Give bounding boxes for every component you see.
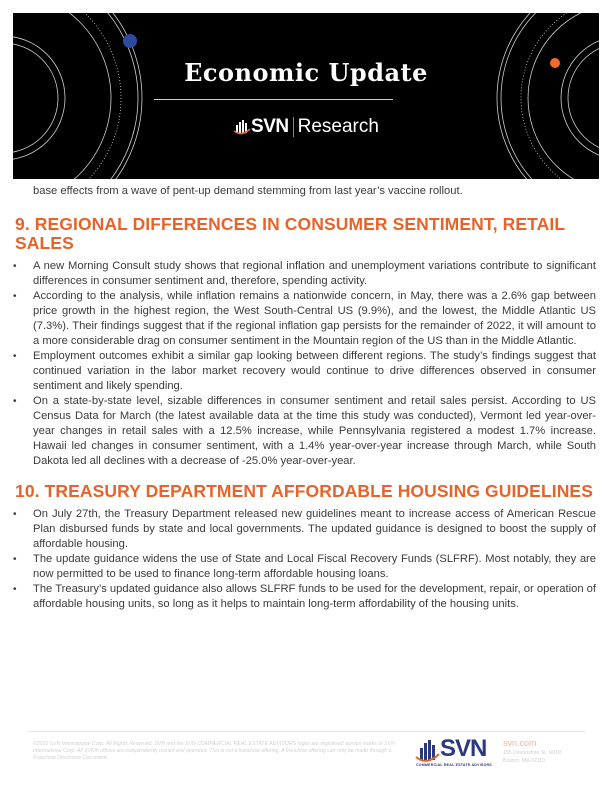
list-item: • On a state-by-state level, sizable differences in consumer sentiment and retail sales persist. According to US Census Data for March (the latest available data at the time this study was conducted), Vermont led year-over-year changes in retail sales with a 12.5% increase, while Pennsylvania registered a modest 1.7% increase. Hawaii led changes in consumer sentiment, with a 1.4% year-over-year increase through March, while South Dakota led all declines with a decrease of -25.0% year-over-year.	[13, 395, 596, 467]
section-heading-10: 10. TREASURY DEPARTMENT AFFORDABLE HOUSING GUIDELINES	[15, 481, 593, 501]
list-item: • Employment outcomes exhibit a similar gap looking between different regions. The study’s findings suggest that continued variation in the labor market recovery would continue to drive differences observed in consumer sentiment and likely spending.	[13, 350, 596, 392]
bullet-icon: •	[13, 554, 17, 565]
list-item: • According to the analysis, while inflation remains a nationwide concern, in May, there was a 2.6% gap between price growth in the highest region, the West South-Central US (9.9%), and the lowest, the Middle Atlantic US (7.3%). Their findings suggest that if the regional inflation gap persists for the remainder of 2022, it will amount to a more considerable drag on consumer sentiment in the Mountain region of the US than in the Middle Atlantic.	[13, 290, 596, 347]
bullet-icon: •	[13, 351, 17, 362]
article-body	[0, 184, 612, 612]
address-line-2: Boston, MA 02110	[503, 758, 546, 764]
svn-bars-logo-icon	[233, 119, 251, 135]
list-item: • A new Morning Consult study shows that regional inflation and unemployment variations contribute to significant differences in consumer sentiment and, therefore, spending activity.	[13, 260, 596, 287]
svn-research-logo	[13, 116, 599, 138]
section-10-bullets	[0, 507, 612, 612]
banner-logo-brand: SVN	[251, 116, 289, 137]
section-9-bullets	[0, 259, 612, 469]
address-line-1: 185 Devonshire St. M102	[503, 750, 562, 756]
list-item: • The update guidance widens the use of State and Local Fiscal Recovery Funds (SLFRF). Most notably, they are now permitted to be used to finance long-term affordable housing loans.	[13, 553, 596, 580]
bullet-icon: •	[13, 261, 17, 272]
banner-logo-sub: Research	[297, 116, 379, 137]
bullet-icon: •	[13, 509, 17, 520]
footer-logo-brand: SVN	[440, 735, 487, 762]
website-link[interactable]: svn.com	[503, 738, 537, 748]
banner-divider	[154, 99, 393, 100]
footer-svn-logo	[414, 735, 496, 770]
list-item: • The Treasury’s updated guidance also allows SLFRF funds to be used for the development, repair, or operation of affordable housing units, so long as it helps to maintain long-term affordability of the housing units.	[13, 583, 596, 610]
bullet-icon: •	[13, 291, 17, 302]
banner-title: Economic Update	[184, 58, 428, 87]
footer-divider	[27, 731, 585, 732]
header-banner	[13, 13, 599, 179]
footer-contact	[503, 738, 562, 765]
section-heading-9: 9. REGIONAL DIFFERENCES IN CONSUMER SENTIMENT, RETAIL SALES	[15, 214, 565, 253]
footer-legal-text: ©2022 SVN International Corp. All Rights Reserved. SVN and the SVN COMMERCIAL REAL ESTATE ADVISORS logos are registered service marks of SVN International Corp. All SVN® offices are independently owned and operated. This is not a franchise offering. A franchise offering can only be made through a Franchise Disclosure Document.	[33, 741, 395, 761]
continued-paragraph: base effects from a wave of pent-up demand stemming from last year’s vaccine rollout.	[33, 185, 463, 197]
bullet-icon: •	[13, 396, 17, 407]
logo-separator	[293, 117, 294, 137]
svn-bars-logo-icon	[414, 738, 440, 762]
list-item: • On July 27th, the Treasury Department released new guidelines meant to increase access of American Rescue Plan disbursed funds by state and local governments. The updated guidance is designed to boost the supply of affordable housing.	[13, 508, 596, 550]
planet-left-icon	[123, 34, 137, 48]
orbit-decoration-icon	[13, 13, 599, 179]
footer-logo-tagline: COMMERCIAL REAL ESTATE ADVISORS	[416, 763, 492, 767]
bullet-icon: •	[13, 584, 17, 595]
